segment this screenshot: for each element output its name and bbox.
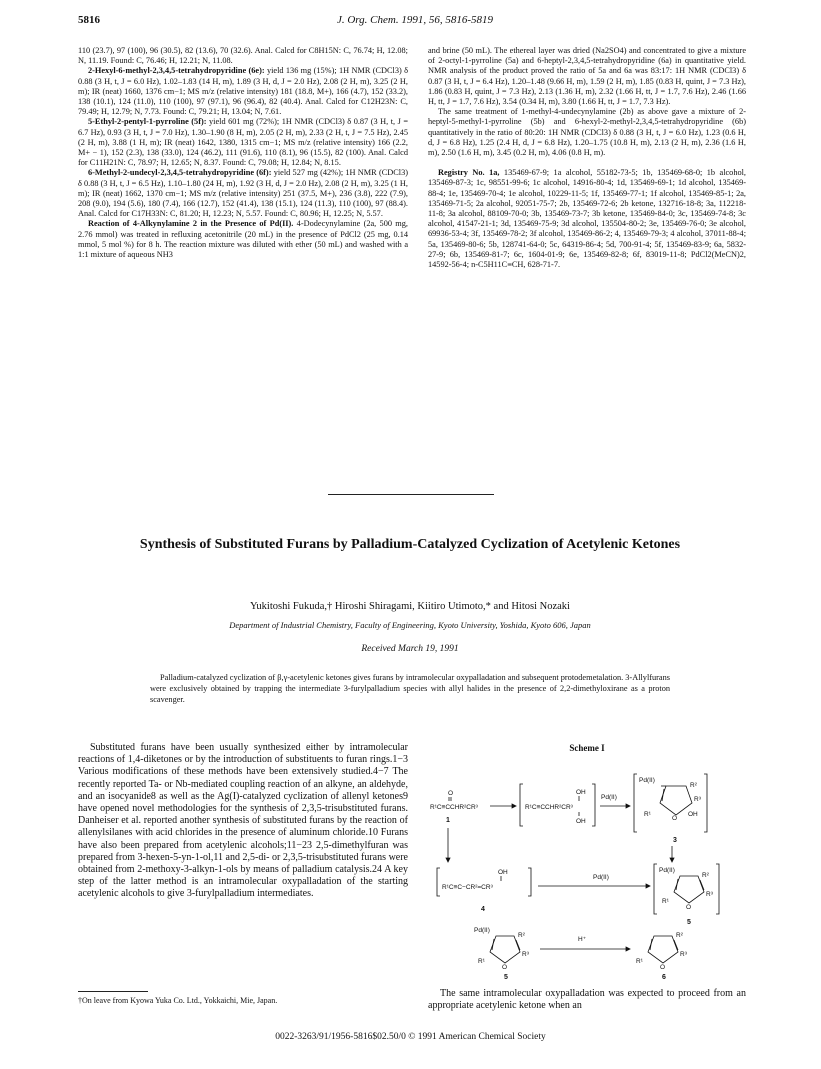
body-paragraph: Substituted furans have been usually synthesized either by intramolecular reactions of 1,4-diketones or by the introduction of substituents to furan rings.1−3 Various modifications of these methods have been extensively studied.4−7 The recently reported Ta- or Nb-mediated coupling reaction of an alkyne, an aldehyde, and an isocyanide8 as well as the Ag(I)-catalyzed cyclization of allenyl ketones9 have opened novel methodologies for the synthesis of 2,3,5-trisubstituted furans. Danheiser et al. reported another synthesis of substituted furans by the reaction of allenylsilanes with acid chlorides in the presence of aluminum chloride.10 Furans have also been prepared from acetylenic alcohols;11−23 2,5-dimethylfuran was prepared from 3-hexen-5-yn-1-ol,11 and 2,5-di- or 2,3,5-trisubstituted furans were obtained from 2-methoxy-3-alkyn-1-ols by means of palladium catalysis.24 A key step of the latter method is an intramolecular oxypalladation of the starting acetylenic alcohols to give 3-furylpalladium intermediates.	[78, 742, 408, 900]
compound-2-formula: R¹C≡CCHR²CR³	[525, 804, 573, 811]
arrowhead	[626, 804, 630, 808]
enol-oh-lower: OH	[576, 818, 586, 825]
ring-oxygen: O	[686, 904, 692, 911]
page-number: 5816	[78, 14, 100, 26]
r3-label: R³	[680, 951, 687, 958]
author-list: Yukitoshi Fukuda,† Hiroshi Shiragami, Kiitiro Utimoto,* and Hitosi Nozaki	[250, 601, 570, 612]
furan-ring	[490, 936, 520, 963]
arrowhead	[646, 884, 650, 888]
r3-label: R³	[522, 951, 529, 958]
double-bond	[492, 939, 494, 950]
compound-label: 4	[481, 906, 485, 913]
furan-ring	[648, 936, 678, 963]
ring-oxygen: O	[672, 815, 678, 822]
bracket-right	[528, 868, 531, 896]
pd-label: Pd(II)	[639, 777, 655, 784]
scheme-title: Scheme I	[569, 743, 605, 753]
bracket-right	[592, 784, 595, 826]
pd-reagent: Pd(II)	[601, 794, 617, 801]
experimental-paragraph: 110 (23.7), 97 (100), 96 (30.5), 82 (13.6), 70 (32.6). Anal. Calcd for C8H15N: C, 76.74; H, 12.08; N, 11.19. Found: C, 76.46; H, 12.21; N, 11.08.	[78, 46, 408, 66]
r1-label: R¹	[636, 958, 643, 965]
enol-oh: OH	[576, 789, 586, 796]
r3-label: R³	[706, 891, 713, 898]
experimental-paragraph: 6-Methyl-2-undecyl-2,3,4,5-tetrahydropyridine (6f): yield 527 mg (42%); 1H NMR (CDCl3) δ 0.88 (3 H, t, J = 6.5 Hz), 1.10–1.80 (24 H, m), 1.92 (3 H, d, J = 2.0 Hz), 2.08 (2 H, m), 3.25 (1 H, m); IR (neat) 1662, 1370 cm−1; MS m/z (relative intensity) 251 (37.5, M+), 236 (3.8), 222 (7.9), 208 (9.0), 194 (5.6), 180 (7.4), 166 (12.7), 152 (41.4), 138 (15.1), 124 (11.3), 110 (100), 97 (88.4). Anal. Calcd for C17H33N: C, 81.20; H, 12.23; N, 5.57. Found: C, 80.96; H, 12.25; N, 5.57.	[78, 168, 408, 219]
proton-reagent: H⁺	[578, 936, 587, 943]
footnote: †On leave from Kyowa Yuka Co. Ltd., Yokkaichi, Mie, Japan.	[78, 996, 278, 1005]
compound-label: 3	[673, 837, 677, 844]
received-date: Received March 19, 1991	[361, 644, 459, 654]
pd-label: Pd(II)	[659, 867, 675, 874]
footnote-rule	[78, 991, 148, 992]
compound-label: 5	[504, 974, 508, 981]
compound-label: 6	[662, 974, 666, 981]
bracket-left	[654, 864, 657, 914]
arrowhead	[512, 804, 516, 808]
compound-1-carbonyl-o: O	[448, 790, 454, 797]
double-bond	[676, 879, 678, 890]
journal-citation: J. Org. Chem. 1991, 56, 5816-5819	[336, 14, 494, 26]
abstract-text: Palladium-catalyzed cyclization of β,γ-acetylenic ketones gives furans by intramolecular oxypalladation and subsequent protodemetalation. 3-Allylfurans were exclusively obtained by trapping the intermediate 3-furylpalladium species with allyl halides in the presence of 2,2-dimethyloxirane as a proton scavenger.	[150, 673, 670, 704]
ring-oxygen: O	[502, 964, 508, 971]
experimental-left-column	[78, 46, 408, 260]
compound-4-formula: R¹C≡C−CR²=CR³	[442, 884, 493, 891]
r3-label: R³	[694, 796, 701, 803]
compound-label: 5	[687, 919, 691, 926]
arrowhead	[670, 858, 674, 862]
experimental-paragraph: The same treatment of 1-methyl-4-undecynylamine (2b) as above gave a mixture of 2-heptyl-5-methyl-1-pyrroline (5b) and 6-hexyl-2-methyl-2,3,4,5-tetrahydropyridine (6b) quantitatively in the ratio of 80:20: 1H NMR (CDCl3) δ 0.88 (3 H, t, J = 6.0 Hz), 1.23 (0.6 H, d, J = 6.8 Hz), 1.25 (2.4 H, d, J = 6.8 Hz), 1.20–1.75 (10.8 H, m), 2.13 (2 H, m), 2.36 (1.6 H, m), 2.50 (1.6 H, m), 3.45 (0.2 H, m), 4.06 (0.8 H, m).	[428, 107, 746, 158]
bracket-left	[634, 774, 637, 832]
ring-oxygen: O	[660, 964, 666, 971]
section-divider	[328, 494, 494, 495]
oh-label: OH	[688, 811, 698, 818]
bracket-right	[704, 774, 707, 832]
copyright-footer: 0022-3263/91/1956-5816$02.50/0 © 1991 American Chemical Society	[275, 1032, 546, 1042]
body-left-column	[78, 742, 408, 901]
r1-label: R¹	[662, 898, 669, 905]
body-right-column	[428, 988, 746, 1012]
arrowhead	[626, 947, 630, 951]
r2-label: R²	[702, 872, 709, 879]
abstract	[150, 672, 670, 705]
article-title: Synthesis of Substituted Furans by Palladium-Catalyzed Cyclization of Acetylenic Ketones	[139, 537, 681, 552]
bracket-left	[520, 784, 523, 826]
compound-1-formula: R¹C≡CCHR²CR³	[430, 804, 478, 811]
pd-reagent: Pd(II)	[593, 874, 609, 881]
compound-label: 1	[446, 817, 450, 824]
double-bond	[662, 789, 664, 801]
double-bond	[700, 880, 704, 890]
r2-label: R²	[690, 782, 697, 789]
affiliation: Department of Industrial Chemistry, Faculty of Engineering, Kyoto University, Yoshida, Kyoto 606, Japan	[229, 620, 591, 630]
experimental-paragraph: and brine (50 mL). The ethereal layer was dried (Na2SO4) and concentrated to give a mixture of 2-octyl-1-pyrroline (5a) and 6-heptyl-2,3,4,5-tetrahydropyridine (6a) in quantitative yield. NMR analysis of the product proved the ratio of 5a and 6a was 83:17: 1H NMR (CDCl3) δ 0.87 (3 H, t, J = 6.4 Hz), 1.20–1.48 (9.66 H, m), 1.59 (2 H, m), 1.85 (0.83 H, quint, J = 7.3 Hz), 1.86 (0.83 H, quint, J = 7.3 Hz), 2.13 (1.36 H, m), 2.32 (1.66 H, tt, J = 1.7, 7.6 Hz), 2.46 (1.66 H, tt, J = 1.7, 7.6 Hz), 3.54 (0.34 H, m), 3.80 (1.66 H, tt, J = 1.7, 7.3 Hz).	[428, 46, 746, 107]
r1-label: R¹	[478, 958, 485, 965]
experimental-paragraph: 2-Hexyl-6-methyl-2,3,4,5-tetrahydropyridine (6e): yield 136 mg (15%); 1H NMR (CDCl3) δ 0.88 (3 H, t, J = 6.0 Hz), 1.02–1.83 (14 H, m), 1.89 (3 H, d, J = 2.0 Hz), 2.08 (2 H, m), 3.25 (2 H, m); IR (neat) 1660, 1376 cm−1; MS m/z (relative intensity) 181 (18.8, M+), 166 (4.7), 152 (33.2), 138 (10.1), 124 (11.0), 110 (100), 97 (97.1), 96 (96.4), 82 (40.4). Anal. Calcd for C12H23N: C, 79.49; H, 12.79; N, 7.73. Found: C, 79.21; H, 13.04; N, 7.61.	[78, 66, 408, 117]
pd-label: Pd(II)	[474, 927, 490, 934]
double-bond	[516, 940, 520, 950]
bracket-left	[437, 868, 440, 896]
double-bond	[650, 939, 652, 950]
experimental-right-column	[428, 46, 746, 270]
reaction-scheme	[428, 756, 746, 981]
registry-numbers: Registry No. 1a, 135469-67-9; 1a alcohol, 55182-73-5; 1b, 135469-68-0; 1b alcohol, 135469-87-3; 1c, 98551-99-6; 1c alcohol, 14916-80-4; 1d, 135469-69-1; 1d alcohol, 135469-88-4; 1e, 135469-70-4; 1e alcohol, 10229-11-5; 1f, 135469-77-1; 1f alcohol, 135469-85-1; 2a, 135469-71-5; 2a alcohol, 92051-75-7; 2b, 135469-72-6; 2b ketone, 132716-18-8; 3a, 112218-11-8; 3a alcohol, 88109-70-0; 3b, 135469-73-7; 3b ketone, 135469-84-0; 3c, 135469-74-8; 3c alcohol, 41547-21-1; 3d, 135469-75-9; 3d alcohol, 135504-80-2; 3e, 135469-76-0; 3e alcohol, 69936-53-4; 3f, 135469-78-2; 3f alcohol, 135469-86-2; 4, 135469-79-3; 4 alcohol, 37011-88-4; 5a, 135469-80-6; 5b, 128741-64-0; 5c, 64319-86-4; 5d, 700-91-4; 5f, 135469-83-9; 6a, 5832-27-9; 6b, 135469-81-7; 6c, 1604-01-9; 6e, 135469-82-8; 6f, 83019-11-8; PdCl2(MeCN)2, 14592-56-4; n-C5H11C≡CH, 628-71-7.	[428, 168, 747, 270]
r2-label: R²	[518, 932, 525, 939]
double-bond	[674, 940, 678, 950]
experimental-paragraph: Reaction of 4-Alkynylamine 2 in the Presence of Pd(II). 4-Dodecynylamine (2a, 500 mg, 2.76 mmol) was treated in refluxing acetonitrile (20 mL) in the presence of PdCl2 (25 mg, 0.14 mmol, 5 mol %) for 8 h. The reaction mixture was diluted with ether (50 mL) and washed with a 1:1 mixture of aqueous NH3	[78, 219, 408, 260]
enol-oh: OH	[498, 869, 508, 876]
r2-label: R²	[676, 932, 683, 939]
bracket-right	[716, 864, 719, 914]
r1-label: R¹	[644, 811, 651, 818]
experimental-paragraph: 5-Ethyl-2-pentyl-1-pyrroline (5f): yield 601 mg (72%); 1H NMR (CDCl3) δ 0.87 (3 H, t, J = 6.7 Hz), 0.93 (3 H, t, J = 7.0 Hz), 1.30–1.90 (8 H, m), 2.05 (2 H, m), 2.33 (2 H, t, J = 7.5 Hz), 2.45 (2 H, m), 3.88 (1 H, m); IR (neat) 1642, 1380, 1315 cm−1; MS m/z (relative intensity) 166 (2.2, M+ − 1), 152 (2.3), 138 (33.0), 124 (46.2), 111 (91.6), 110 (8.1), 96 (15.5), 82 (100). Anal. Calcd for C11H21N: C, 78.97; H, 12.65; N, 8.37. Found: C, 79.08; H, 12.84; N, 8.15.	[78, 117, 408, 168]
furan-ring	[674, 876, 704, 903]
body-paragraph: The same intramolecular oxypalladation was expected to proceed from an appropriate acetylenic ketone when an	[428, 988, 746, 1012]
arrowhead	[446, 858, 450, 862]
